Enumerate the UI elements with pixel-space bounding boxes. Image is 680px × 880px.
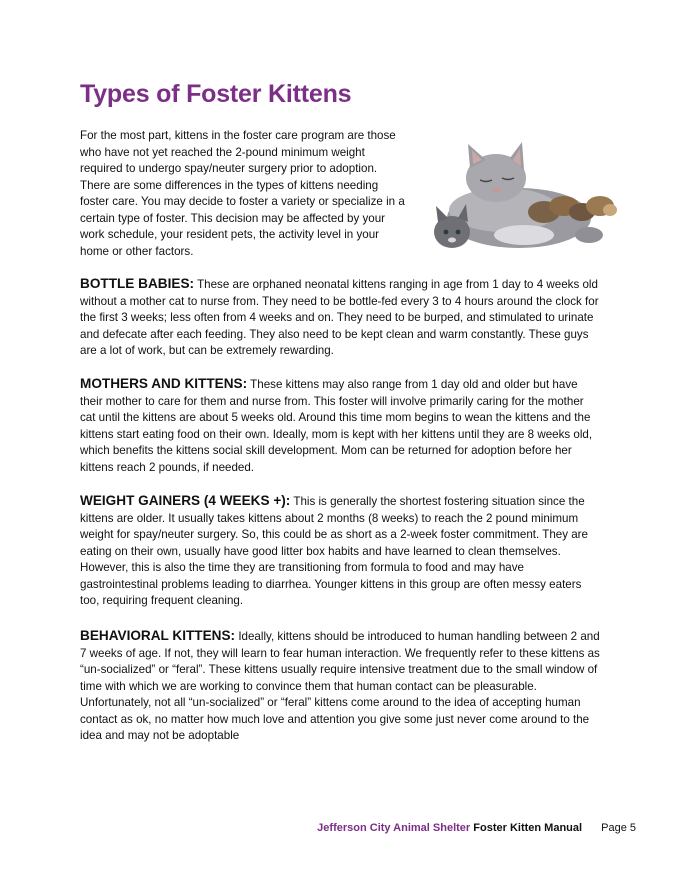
- section-heading: BEHAVIORAL KITTENS:: [80, 628, 236, 643]
- footer-manual-title: Foster Kitten Manual: [473, 822, 583, 834]
- section-body: These are orphaned neonatal kittens ranging in age from 1 day to 4 weeks old without a mother cat to nurse from. They need to be bottle-fed every 3 to 4 hours around the clock for the first 3 weeks; less often from 4 weeks and on. They need to be burped, and stimulated to urinate and defecate after each feeding. They also need to be kept clean and warm constantly. These guys are a lot of work, but can be extremely rewarding.: [80, 278, 599, 357]
- section-heading: MOTHERS AND KITTENS:: [80, 376, 248, 391]
- intro-paragraph: For the most part, kittens in the foster care program are those who have not yet reached the 2-pound minimum weight required to undergo spay/neuter surgery prior to adoption. There are some differences in the types of kittens needing foster care. You may decide to foster a variety or specialize in a certain type of foster. This decision may be affected by your work schedule, your resident pets, the activity level in your home or other factors.: [80, 129, 405, 258]
- footer-page-number: Page 5: [601, 822, 636, 834]
- section-bottle-babies: [80, 276, 602, 360]
- page-footer: [0, 822, 636, 834]
- section-weight-gainers: [80, 493, 602, 610]
- page-title: Types of Foster Kittens: [80, 80, 352, 108]
- footer-shelter-name: Jefferson City Animal Shelter: [317, 822, 471, 834]
- section-heading: BOTTLE BABIES:: [80, 276, 195, 291]
- section-body: This is generally the shortest fostering situation since the kittens are older. It usually takes kittens about 2 months (8 weeks) to reach the 2 pound minimum weight for spay/neuter surgery. So, this could be as short as a 2-week foster commitment. They are eating on their own, usually have good litter box habits and have learned to clean themselves. However, this is also the time they are transitioning from formula to food and may have gastrointestinal problems leading to diarrhea. Younger kittens in this group are often messy eaters too, requiring frequent cleaning.: [80, 495, 588, 607]
- section-body: These kittens may also range from 1 day old and older but have their mother to care for them and nurse from. This foster will involve primarily caring for the mother cat until the kittens are about 5 weeks old. Around this time mom begins to wean the kittens and the kittens start eating food on their own. Ideally, mom is kept with her kittens until they are 8 weeks old, which benefits the kittens social skill development. Mom can be returned for adoption before her kittens reach 2 pounds, if needed.: [80, 378, 593, 474]
- cat-and-kittens-photo: [424, 140, 624, 255]
- section-heading: WEIGHT GAINERS (4 WEEKS +):: [80, 493, 291, 508]
- section-body: Ideally, kittens should be introduced to human handling between 2 and 7 weeks of age. If not, they will learn to fear human interaction. We frequently refer to these kittens as “un-socialized” or “feral”. These kittens usually require intensive treatment due to the small window of time with which we are working to convince them that human contact can be pleasurable. Unfortunately, not all “un-socialized” or “feral” kittens come around to the idea of accepting human contact as ok, no matter how much love and attention you give some just never come around to the idea and may not be adoptable: [80, 630, 600, 742]
- section-behavioral-kittens: [80, 628, 602, 745]
- section-mothers-and-kittens: [80, 376, 602, 476]
